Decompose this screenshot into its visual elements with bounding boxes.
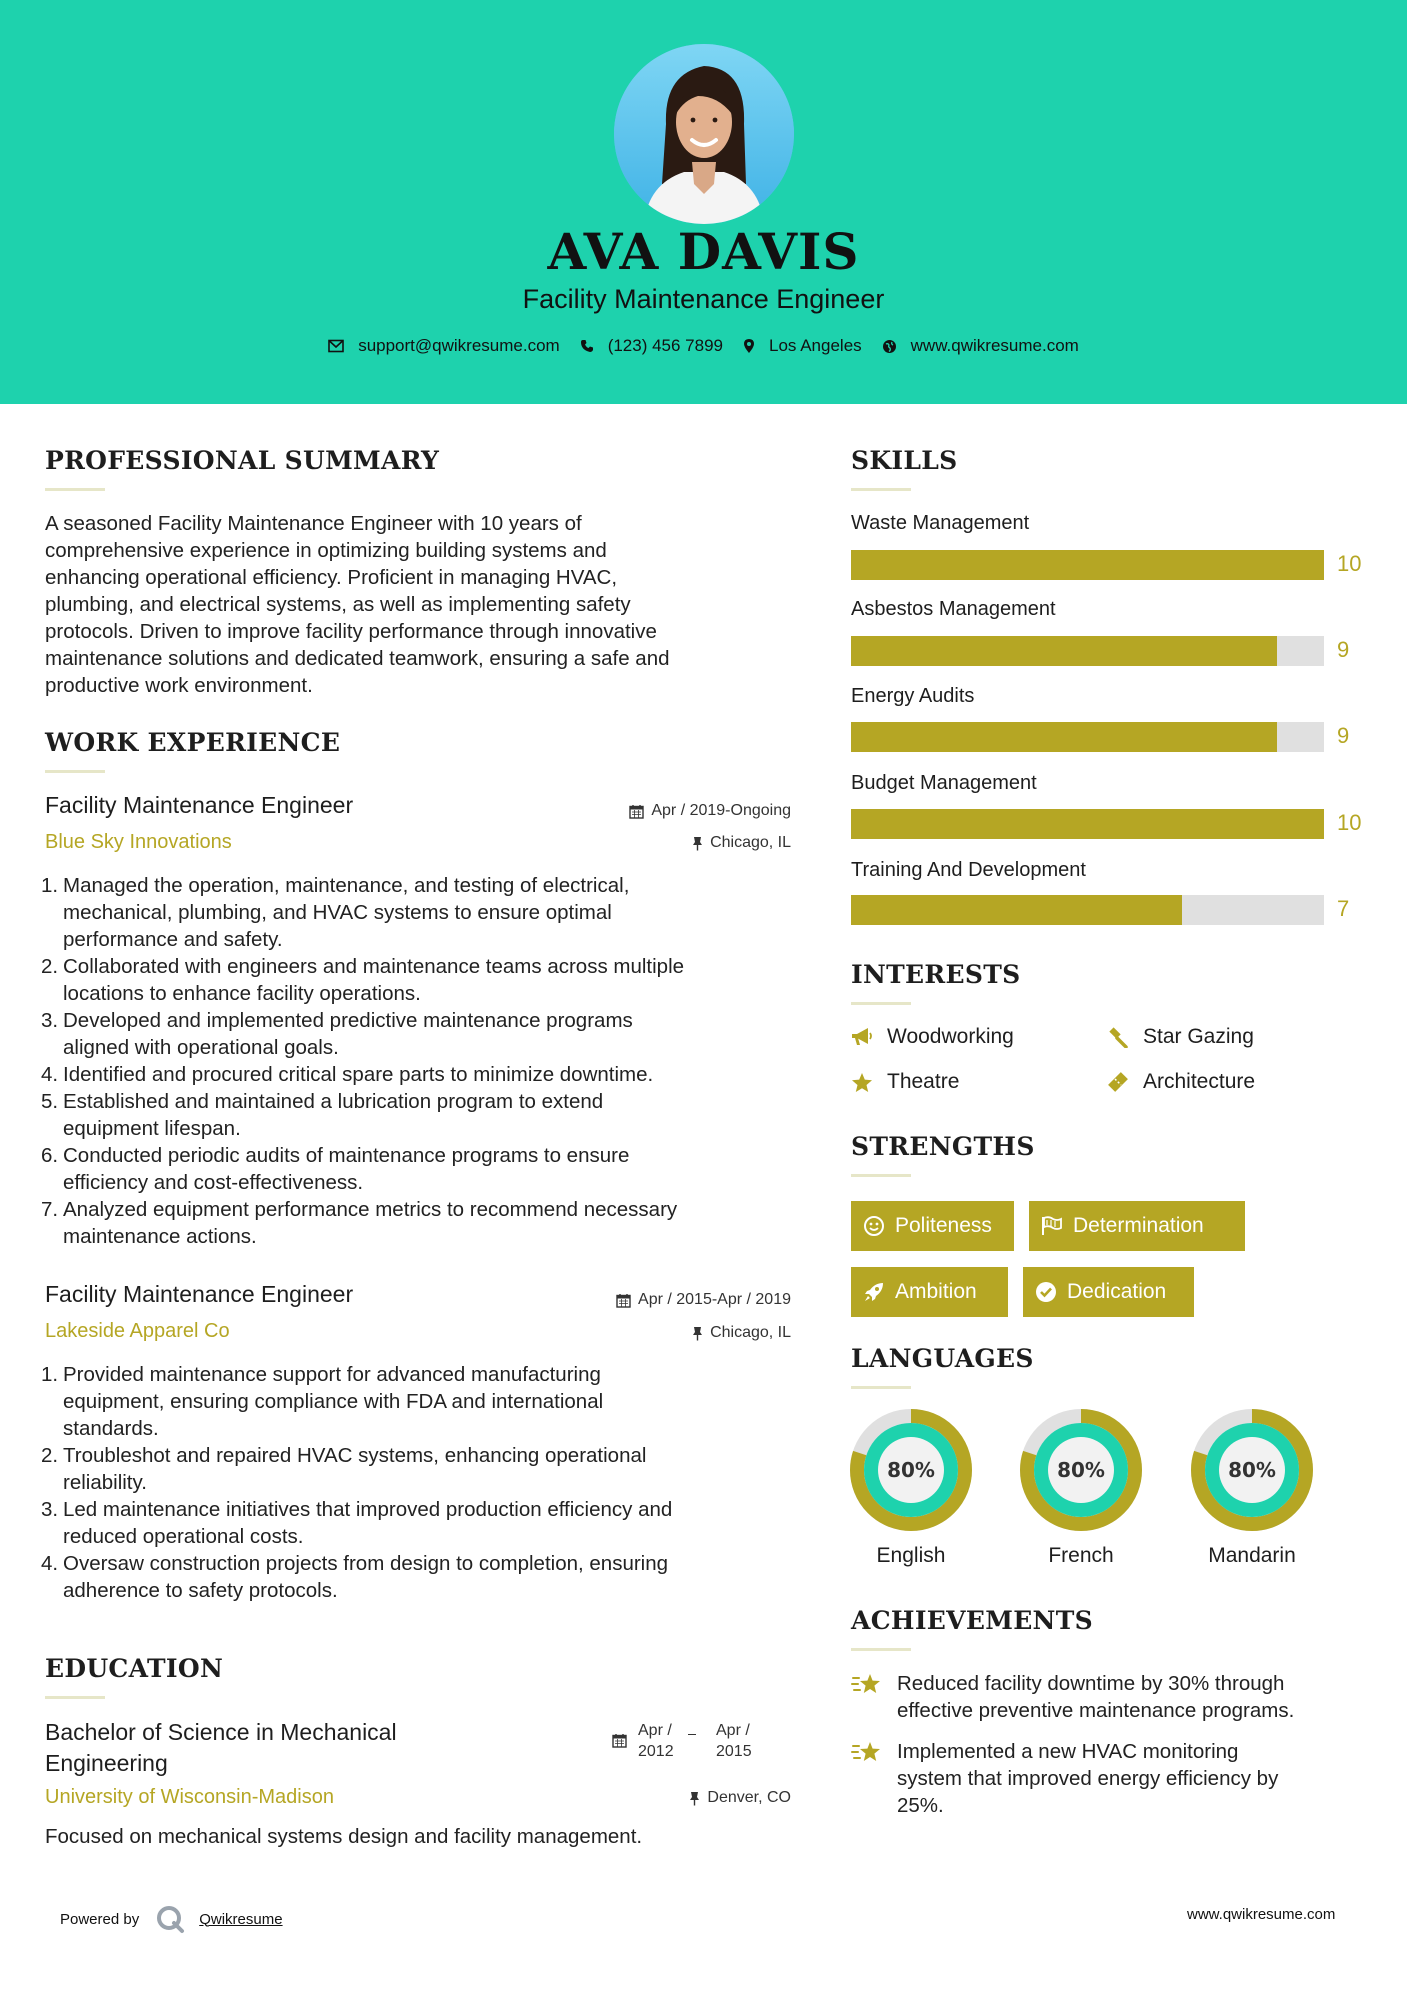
qwikresume-logo-icon — [155, 1904, 185, 1934]
footer-website[interactable]: www.qwikresume.com — [1187, 1906, 1336, 1923]
language-item — [849, 1408, 973, 1567]
list-number: 1. — [41, 1363, 59, 1386]
contact-website-text: www.qwikresume.com — [910, 336, 1079, 355]
job-location-text: Chicago, IL — [710, 834, 791, 851]
skill-bar-track — [851, 809, 1324, 839]
list-item — [41, 872, 805, 953]
footer-powered — [60, 1904, 283, 1934]
skill-bar-fill — [851, 550, 1324, 580]
contact-phone[interactable] — [580, 336, 723, 356]
calendar-icon — [629, 804, 644, 819]
candidate-name: AVA DAVIS — [547, 222, 860, 281]
list-number: 4. — [41, 1552, 59, 1575]
summary-text — [45, 510, 795, 699]
check-circle-icon — [1035, 1281, 1057, 1303]
skill-value: 7 — [1337, 896, 1350, 921]
education-start-year: 2012 — [638, 1743, 674, 1760]
list-line: adherence to safety protocols. — [63, 1579, 338, 1602]
contact-location — [743, 336, 862, 356]
job-responsibilities — [41, 872, 805, 1250]
skill-bar-track — [851, 895, 1324, 925]
list-item — [41, 1061, 805, 1088]
list-line: Established and maintained a lubrication program to extend — [63, 1090, 604, 1113]
language-item — [1190, 1408, 1314, 1567]
list-item — [41, 1007, 805, 1061]
education-end-month: Apr / — [716, 1722, 750, 1739]
list-line: aligned with operational goals. — [63, 1036, 339, 1059]
education-description: Focused on mechanical systems design and facility management. — [45, 1825, 643, 1848]
strengths-heading: STRENGTHS — [851, 1132, 1035, 1161]
achievement-line: Implemented a new HVAC monitoring — [897, 1740, 1239, 1763]
list-line: Managed the operation, maintenance, and testing of electrical, — [63, 874, 630, 897]
strength-label: Ambition — [895, 1280, 977, 1303]
star-icon — [851, 1072, 873, 1093]
language-item — [1019, 1408, 1143, 1567]
strength-label: Politeness — [895, 1214, 992, 1237]
school-name: University of Wisconsin-Madison — [45, 1786, 334, 1808]
ticket-icon — [1107, 1071, 1129, 1093]
list-number: 2. — [41, 1444, 59, 1467]
profile-photo — [614, 44, 794, 224]
summary-heading: PROFESSIONAL SUMMARY — [45, 446, 440, 475]
pushpin-icon — [692, 836, 703, 851]
job-dates — [560, 802, 791, 820]
summary-line: A seasoned Facility Maintenance Engineer with 10 years of — [45, 512, 582, 535]
language-percent: 80% — [1057, 1458, 1105, 1482]
language-ring — [1019, 1408, 1143, 1532]
list-number: 3. — [41, 1009, 59, 1032]
skill-name: Energy Audits — [851, 685, 975, 707]
strength-badge — [1023, 1267, 1194, 1317]
job-dates-text: Apr / 2019-Ongoing — [651, 802, 791, 819]
powered-by-label: Powered by — [60, 1910, 140, 1928]
interest-label: Star Gazing — [1143, 1025, 1254, 1048]
achievement-text — [897, 1738, 1278, 1819]
skills-heading-rule — [851, 488, 911, 491]
language-name: French — [1048, 1544, 1114, 1567]
list-line: Conducted periodic audits of maintenance programs to ensure — [63, 1144, 630, 1167]
list-number: 4. — [41, 1063, 59, 1086]
job-title: Facility Maintenance Engineer — [45, 792, 354, 818]
achievement-text — [897, 1670, 1294, 1724]
summary-line: productive work environment. — [45, 674, 313, 697]
list-item — [41, 1142, 805, 1196]
strength-badge — [851, 1267, 1008, 1317]
list-item — [41, 953, 805, 1007]
profile-photo-illustration — [614, 44, 794, 224]
strength-badge — [1029, 1201, 1245, 1251]
job-title: Facility Maintenance Engineer — [45, 1281, 354, 1307]
achievement-item — [851, 1738, 1371, 1819]
achievements-heading-rule — [851, 1648, 911, 1651]
interest-item — [851, 1070, 959, 1094]
achievement-line: Reduced facility downtime by 30% through — [897, 1672, 1285, 1695]
strength-label: Determination — [1073, 1214, 1204, 1237]
achievement-item — [851, 1670, 1371, 1724]
contact-website[interactable] — [882, 336, 1079, 356]
list-line: reduced operational costs. — [63, 1525, 304, 1548]
date-separator — [688, 1734, 696, 1735]
list-number: 6. — [41, 1144, 59, 1167]
strengths-heading-rule — [851, 1174, 911, 1177]
language-name: Mandarin — [1208, 1544, 1296, 1567]
list-item — [41, 1088, 805, 1142]
skill-bar-track — [851, 550, 1324, 580]
list-line: equipment, ensuring compliance with FDA and international — [63, 1390, 604, 1413]
list-line: performance and safety. — [63, 928, 283, 951]
list-line: Provided maintenance support for advanced manufacturing — [63, 1363, 601, 1386]
degree-line: Engineering — [45, 1750, 168, 1776]
strength-label: Dedication — [1067, 1280, 1167, 1303]
list-line: Troubleshot and repaired HVAC systems, enhancing operational — [63, 1444, 647, 1467]
list-number: 7. — [41, 1198, 59, 1221]
summary-line: comprehensive experience in optimizing building systems and — [45, 539, 607, 562]
trophy-star-icon — [851, 1740, 883, 1766]
interest-item — [1107, 1025, 1254, 1049]
experience-heading: WORK EXPERIENCE — [45, 728, 341, 757]
list-line: Developed and implemented predictive maintenance programs — [63, 1009, 633, 1032]
skill-bar-track — [851, 636, 1324, 666]
company-name: Blue Sky Innovations — [45, 831, 232, 853]
list-item — [41, 1442, 805, 1496]
skill-bar-fill — [851, 895, 1182, 925]
list-line: reliability. — [63, 1471, 147, 1494]
achievement-line: effective preventive maintenance programs. — [897, 1699, 1295, 1722]
summary-line: plumbing, and electrical systems, as well as implementing safety — [45, 593, 631, 616]
degree-title — [45, 1717, 397, 1779]
phone-icon — [580, 339, 594, 353]
language-ring — [849, 1408, 973, 1532]
list-line: standards. — [63, 1417, 159, 1440]
list-item — [41, 1361, 805, 1442]
gavel-icon — [1107, 1026, 1129, 1048]
map-pin-icon — [743, 338, 755, 354]
skill-value: 10 — [1337, 810, 1362, 835]
achievements-heading: ACHIEVEMENTS — [851, 1606, 1093, 1635]
education-heading-rule — [45, 1696, 105, 1699]
contact-email-text: support@qwikresume.com — [358, 336, 560, 355]
list-line: locations to enhance facility operations. — [63, 982, 421, 1005]
list-line: Led maintenance initiatives that improved production efficiency and — [63, 1498, 673, 1521]
skill-value: 9 — [1337, 637, 1350, 662]
skill-bar-fill — [851, 722, 1277, 752]
list-line: efficiency and cost-effectiveness. — [63, 1171, 364, 1194]
list-number: 2. — [41, 955, 59, 978]
education-end — [716, 1720, 776, 1762]
list-item — [41, 1496, 805, 1550]
experience-heading-rule — [45, 770, 105, 773]
skill-bar-fill — [851, 636, 1277, 666]
megaphone-icon — [851, 1027, 873, 1047]
contact-location-text: Los Angeles — [769, 336, 862, 355]
job-dates — [540, 1291, 791, 1309]
calendar-icon — [616, 1293, 631, 1308]
skill-name: Training And Development — [851, 859, 1086, 881]
contact-bar — [0, 336, 1407, 356]
job-location — [560, 834, 791, 852]
list-line: Identified and procured critical spare parts to minimize downtime. — [63, 1063, 654, 1086]
skill-name: Waste Management — [851, 512, 1030, 534]
contact-email[interactable] — [328, 336, 560, 356]
job-dates-text: Apr / 2015-Apr / 2019 — [638, 1291, 791, 1308]
list-line: mechanical, plumbing, and HVAC systems to ensure optimal — [63, 901, 612, 924]
achievement-line: 25%. — [897, 1794, 944, 1817]
interests-heading: INTERESTS — [851, 960, 1021, 989]
language-percent: 80% — [1228, 1458, 1276, 1482]
list-number: 3. — [41, 1498, 59, 1521]
pushpin-icon — [689, 1791, 700, 1806]
strength-badge — [851, 1201, 1014, 1251]
education-start — [638, 1720, 698, 1762]
education-location — [560, 1789, 791, 1807]
list-line: maintenance actions. — [63, 1225, 257, 1248]
language-ring — [1190, 1408, 1314, 1532]
list-number: 5. — [41, 1090, 59, 1113]
list-item — [41, 1196, 805, 1250]
achievement-line: system that improved energy efficiency by — [897, 1767, 1279, 1790]
interest-item — [851, 1025, 1014, 1049]
education-heading: EDUCATION — [45, 1654, 224, 1683]
languages-heading-rule — [851, 1386, 911, 1389]
flag-icon — [1041, 1216, 1063, 1236]
rocket-icon — [863, 1281, 885, 1303]
interest-label: Theatre — [887, 1070, 960, 1093]
brand-link[interactable]: Qwikresume — [199, 1910, 283, 1928]
list-item — [41, 1550, 805, 1604]
skill-bar-fill — [851, 809, 1324, 839]
interest-label: Woodworking — [887, 1025, 1014, 1048]
list-number: 1. — [41, 874, 59, 897]
education-end-year: 2015 — [716, 1743, 752, 1760]
calendar-icon — [612, 1733, 627, 1748]
company-name: Lakeside Apparel Co — [45, 1320, 230, 1342]
job-location — [560, 1324, 791, 1342]
list-line: equipment lifespan. — [63, 1117, 241, 1140]
interests-heading-rule — [851, 1002, 911, 1005]
skill-bar-track — [851, 722, 1324, 752]
languages-heading: LANGUAGES — [851, 1344, 1034, 1373]
trophy-star-icon — [851, 1672, 883, 1698]
language-percent: 80% — [887, 1458, 935, 1482]
list-line: Collaborated with engineers and maintenance teams across multiple — [63, 955, 685, 978]
skills-heading: SKILLS — [851, 446, 958, 475]
envelope-icon — [328, 339, 344, 353]
pushpin-icon — [692, 1326, 703, 1341]
education-location-text: Denver, CO — [707, 1789, 791, 1806]
summary-line: maintenance solutions and dedicated teamwork, ensuring a safe and — [45, 647, 670, 670]
skill-name: Asbestos Management — [851, 598, 1056, 620]
summary-line: enhancing operational efficiency. Proficient in managing HVAC, — [45, 566, 618, 589]
degree-line: Bachelor of Science in Mechanical — [45, 1719, 397, 1745]
skill-value: 9 — [1337, 723, 1350, 748]
summary-heading-rule — [45, 488, 105, 491]
job-responsibilities — [41, 1361, 805, 1604]
summary-line: protocols. Driven to improve facility performance through innovative — [45, 620, 657, 643]
list-line: Analyzed equipment performance metrics to recommend necessary — [63, 1198, 678, 1221]
smile-icon — [863, 1215, 885, 1237]
candidate-title: Facility Maintenance Engineer — [522, 284, 885, 314]
language-name: English — [876, 1544, 946, 1567]
list-line: Oversaw construction projects from design to completion, ensuring — [63, 1552, 669, 1575]
header-banner — [0, 0, 1407, 404]
interest-item — [1107, 1070, 1255, 1094]
interest-label: Architecture — [1143, 1070, 1256, 1093]
skill-value: 10 — [1337, 551, 1362, 576]
job-location-text: Chicago, IL — [710, 1324, 791, 1341]
education-start-month: Apr / — [638, 1722, 672, 1739]
skill-name: Budget Management — [851, 772, 1037, 794]
contact-phone-text: (123) 456 7899 — [607, 336, 724, 355]
globe-icon — [882, 339, 897, 354]
